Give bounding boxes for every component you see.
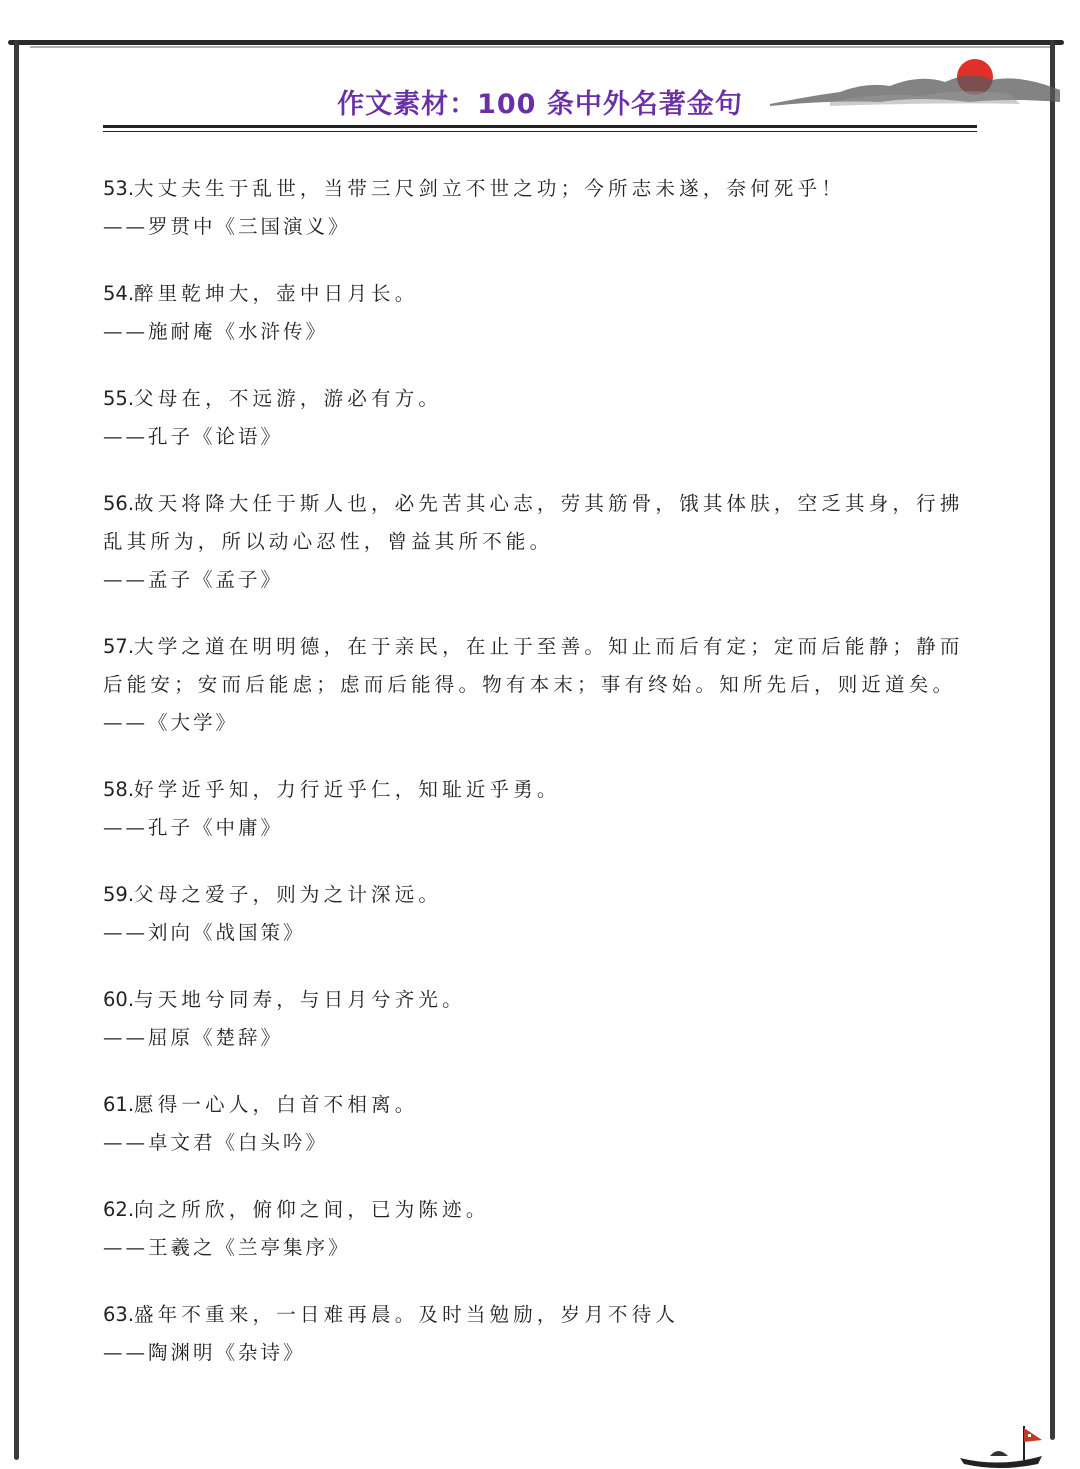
quote-number: 61 (103, 1093, 128, 1116)
quote-source: ——屈原《楚辞》 (103, 1026, 284, 1049)
title-rule-thick (103, 125, 977, 128)
quote-number: 57 (103, 635, 128, 658)
quote-number: 60 (103, 988, 128, 1011)
quote-entry-54 (103, 275, 983, 351)
quote-number: 58 (103, 778, 128, 801)
quote-text: 62.向之所欣，俯仰之间，已为陈迹。 (103, 1198, 490, 1221)
quote-entry-55 (103, 380, 983, 456)
quote-number: 62 (103, 1198, 128, 1221)
quote-text: 61.愿得一心人，白首不相离。 (103, 1093, 419, 1116)
quote-entry-57 (103, 628, 983, 742)
quote-entry-62 (103, 1191, 983, 1267)
quote-number: 55 (103, 387, 128, 410)
quote-entry-61 (103, 1086, 983, 1162)
quote-entry-63 (103, 1296, 983, 1372)
frame-top-shadow (30, 46, 1050, 48)
quote-number: 63 (103, 1303, 128, 1326)
quote-text: 53.大丈夫生于乱世，当带三尺剑立不世之功；今所志未遂，奈何死乎！ (103, 177, 846, 200)
quote-source: ——罗贯中《三国演义》 (103, 215, 351, 238)
frame-right-stroke (1050, 40, 1055, 1440)
frame-left-stroke (14, 40, 19, 1460)
ink-boat-icon (950, 1420, 1050, 1469)
quote-text: 57.大学之道在明明德，在于亲民，在止于至善。知止而后有定；定而后能静；静而后能安；安而后能虑；虑而后能得。物有本末；事有终始。知所先后，则近道矣。 (103, 635, 964, 696)
quote-number: 59 (103, 883, 128, 906)
quote-text: 56.故天将降大任于斯人也，必先苦其心志，劳其筋骨，饿其体肤，空乏其身，行拂乱其所为，所以动心忍性，曾益其所不能。 (103, 492, 964, 553)
quote-text: 60.与天地兮同寿，与日月兮齐光。 (103, 988, 466, 1011)
quote-source: ——刘向《战国策》 (103, 921, 306, 944)
quote-number: 56 (103, 492, 128, 515)
quote-source: ——陶渊明《杂诗》 (103, 1341, 306, 1364)
quote-source: ——《大学》 (103, 711, 239, 734)
quote-source: ——孟子《孟子》 (103, 568, 284, 591)
quote-source: ——卓文君《白头吟》 (103, 1131, 329, 1154)
quote-source: ——孔子《论语》 (103, 425, 284, 448)
quote-entry-60 (103, 981, 983, 1057)
quote-number: 53 (103, 177, 128, 200)
quote-entry-53 (103, 170, 983, 246)
quote-text: 55.父母在，不远游，游必有方。 (103, 387, 443, 410)
quote-text: 59.父母之爱子，则为之计深远。 (103, 883, 443, 906)
quote-entry-56 (103, 485, 983, 599)
quote-entry-58 (103, 771, 983, 847)
title-rule-thin (103, 131, 977, 132)
quote-text: 63.盛年不重来，一日难再晨。及时当勉励，岁月不待人 (103, 1303, 680, 1326)
quote-entry-59 (103, 876, 983, 952)
quote-source: ——孔子《中庸》 (103, 816, 284, 839)
frame-top-stroke (8, 40, 1064, 45)
page-title: 作文素材：100 条中外名著金句 (337, 89, 743, 120)
quote-text: 54.醉里乾坤大，壶中日月长。 (103, 282, 419, 305)
quote-source: ——施耐庵《水浒传》 (103, 320, 329, 343)
quote-source: ——王羲之《兰亭集序》 (103, 1236, 351, 1259)
quote-text: 58.好学近乎知，力行近乎仁，知耻近乎勇。 (103, 778, 561, 801)
quote-number: 54 (103, 282, 128, 305)
quote-list (103, 170, 983, 1401)
